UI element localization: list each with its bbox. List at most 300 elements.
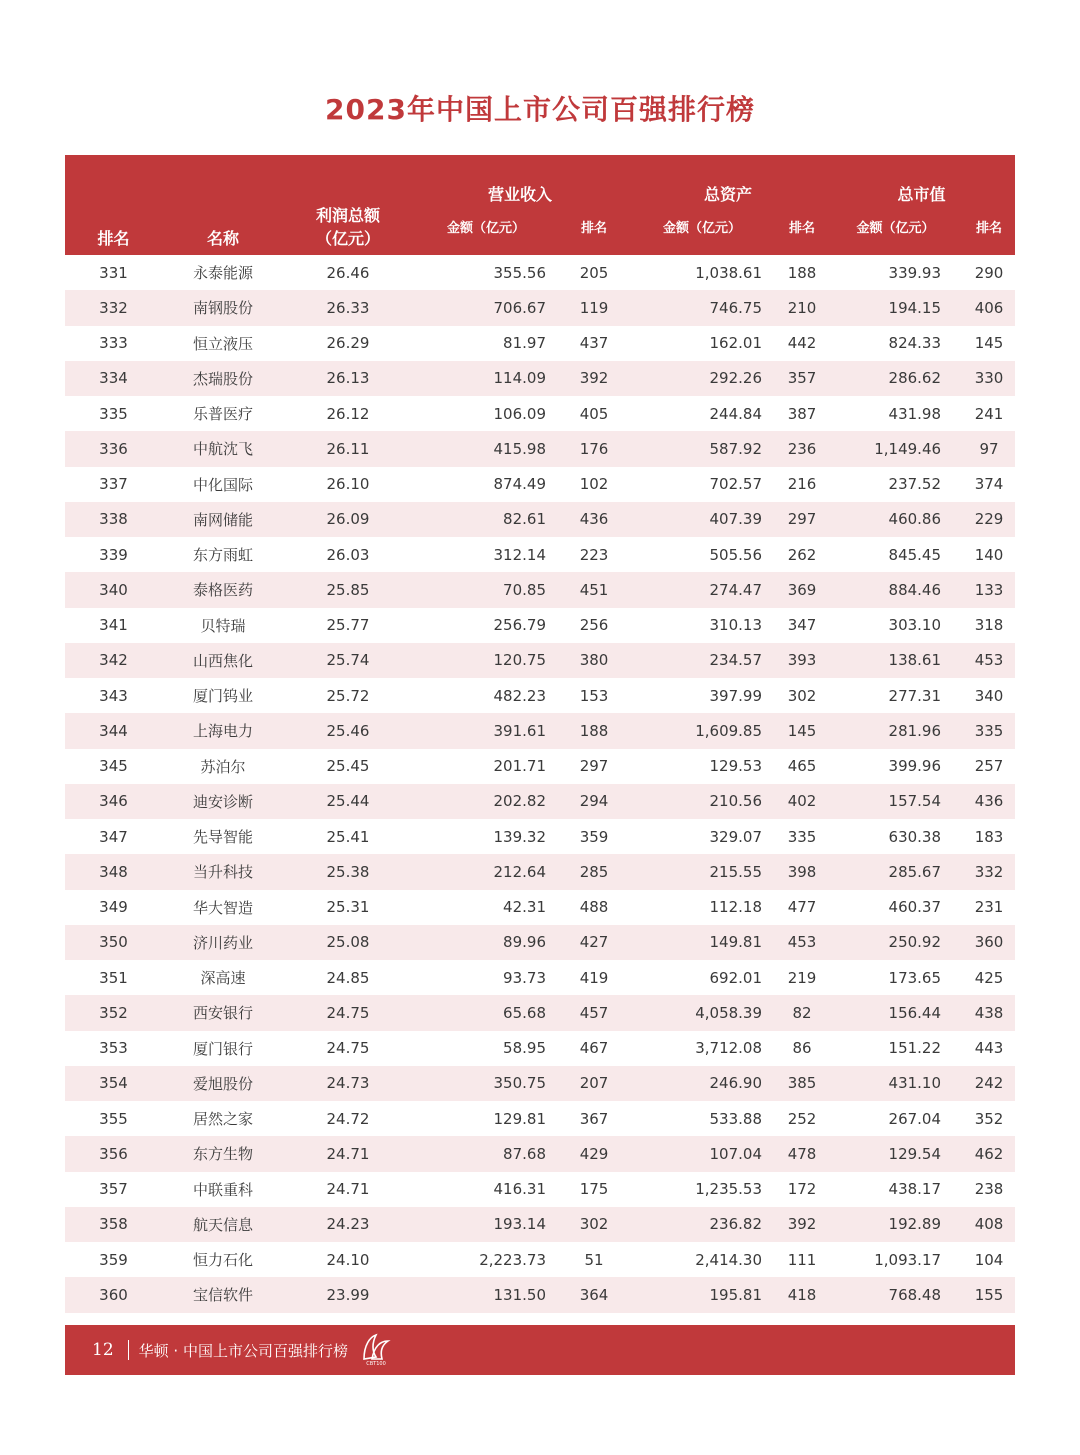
header-profit-unit: （亿元）: [315, 229, 380, 248]
cell-assets-rank: 262: [787, 545, 817, 564]
cell-market-cap-amount: 303.10: [888, 616, 942, 635]
table-row: [65, 1031, 1015, 1066]
cell-name: 当升科技: [162, 854, 284, 889]
cell-market-cap-rank: 133: [963, 572, 1015, 607]
cell-market-cap-amount: 281.96: [828, 713, 963, 748]
cell-profit: 26.09: [284, 502, 412, 537]
cell-profit: 24.75: [326, 1039, 370, 1058]
cell-profit: 25.74: [284, 643, 412, 678]
cell-rank: 353: [99, 1039, 128, 1058]
cell-assets-rank: 477: [787, 898, 817, 917]
cell-profit: 25.46: [284, 713, 412, 748]
cell-market-cap-amount: 460.86: [828, 502, 963, 537]
cell-profit: 26.10: [326, 475, 370, 494]
cell-market-cap-amount: 845.45: [888, 545, 942, 564]
cell-assets-rank: 216: [787, 475, 817, 494]
cell-name: 深高速: [200, 969, 246, 988]
cell-revenue-amount: 139.32: [493, 827, 546, 846]
cell-rank: 339: [99, 545, 128, 564]
header-assets: 总资产: [628, 155, 828, 211]
cell-profit: 24.71: [284, 1136, 412, 1171]
cell-revenue-rank: 188: [560, 713, 628, 748]
cell-revenue-rank: 207: [560, 1066, 628, 1101]
cell-assets-rank: 210: [776, 290, 828, 325]
cell-market-cap-rank: 318: [974, 616, 1004, 635]
table-body: [65, 255, 1015, 1313]
cell-market-cap-amount: 630.38: [888, 827, 942, 846]
cell-market-cap-rank: 462: [963, 1136, 1015, 1171]
cell-assets-amount: 195.81: [628, 1277, 776, 1312]
cell-assets-amount: 215.55: [628, 854, 776, 889]
page-title: 2023年中国上市公司百强排行榜: [325, 93, 755, 126]
cell-market-cap-amount: 173.65: [888, 968, 942, 987]
cell-assets-amount: 702.57: [709, 475, 763, 494]
cell-assets-rank: 145: [776, 713, 828, 748]
cell-market-cap-rank: 145: [974, 334, 1004, 353]
cell-assets-amount: 1,609.85: [628, 713, 776, 748]
cell-rank: 349: [99, 898, 128, 917]
cell-assets-rank: 369: [776, 572, 828, 607]
cell-name: 乐普医疗: [192, 405, 253, 424]
cell-profit: 24.23: [284, 1207, 412, 1242]
cell-profit: 24.72: [326, 1109, 370, 1128]
cell-profit: 25.41: [326, 827, 370, 846]
cell-profit: 24.71: [326, 1180, 370, 1199]
cell-rank: 347: [99, 827, 128, 846]
footer-bar: [65, 1325, 1015, 1375]
cell-revenue-amount: 874.49: [493, 475, 546, 494]
cell-revenue-rank: 429: [560, 1136, 628, 1171]
cell-market-cap-rank: 453: [963, 643, 1015, 678]
cell-market-cap-rank: 438: [963, 995, 1015, 1030]
cell-rank: 342: [65, 643, 162, 678]
footer-divider: [128, 1340, 129, 1360]
cell-assets-rank: 387: [787, 404, 817, 423]
cell-rank: 345: [99, 757, 128, 776]
cell-market-cap-amount: 151.22: [888, 1039, 942, 1058]
cell-revenue-rank: 457: [560, 995, 628, 1030]
header-market-cap-rank: 排名: [963, 211, 1015, 255]
cell-revenue-amount: 81.97: [503, 334, 546, 353]
cell-market-cap-rank: 257: [974, 757, 1004, 776]
cell-assets-amount: 2,414.30: [695, 1250, 763, 1269]
cell-market-cap-amount: 192.89: [828, 1207, 963, 1242]
cell-name: 宝信软件: [162, 1277, 284, 1312]
cell-market-cap-rank: 229: [963, 502, 1015, 537]
header-name: 名称: [162, 155, 284, 255]
table-header: [65, 155, 1015, 255]
cell-revenue-rank: 285: [560, 854, 628, 889]
cell-market-cap-amount: 156.44: [828, 995, 963, 1030]
cell-assets-rank: 172: [787, 1180, 817, 1199]
cell-assets-amount: 692.01: [709, 968, 763, 987]
cell-name: 先导智能: [192, 828, 253, 847]
cell-revenue-rank: 119: [560, 290, 628, 325]
cell-name: 厦门钨业: [192, 687, 253, 706]
cell-assets-amount: 234.57: [628, 643, 776, 678]
header-revenue-amount: 金额（亿元）: [412, 211, 560, 255]
cell-name: 恒力石化: [192, 1251, 253, 1270]
cell-assets-amount: 112.18: [709, 898, 763, 917]
cell-revenue-amount: 129.81: [493, 1109, 546, 1128]
cell-revenue-amount: 131.50: [412, 1277, 560, 1312]
cell-name: 贝特瑞: [200, 616, 246, 635]
cell-assets-amount: 210.56: [628, 784, 776, 819]
cell-profit: 24.75: [284, 995, 412, 1030]
cell-profit: 23.99: [284, 1277, 412, 1312]
cell-profit: 24.10: [326, 1250, 370, 1269]
cell-revenue-rank: 359: [579, 827, 609, 846]
cell-revenue-amount: 87.68: [412, 1136, 560, 1171]
header-revenue: 营业收入: [412, 155, 628, 211]
table-row: [65, 678, 1015, 713]
cell-market-cap-amount: 1,093.17: [874, 1250, 942, 1269]
table-row: [65, 431, 1015, 466]
table-row: [65, 1101, 1015, 1136]
cell-assets-rank: 478: [776, 1136, 828, 1171]
table-row: [65, 890, 1015, 925]
header-profit-label: 利润总额: [315, 206, 380, 225]
cell-rank: 344: [65, 713, 162, 748]
cell-revenue-amount: 350.75: [412, 1066, 560, 1101]
cell-assets-rank: 398: [776, 854, 828, 889]
cell-name: 永泰能源: [192, 264, 253, 283]
cell-rank: 358: [65, 1207, 162, 1242]
cell-market-cap-amount: 194.15: [828, 290, 963, 325]
cell-revenue-rank: 205: [579, 263, 609, 282]
cell-profit: 26.11: [284, 431, 412, 466]
cell-revenue-amount: 391.61: [412, 713, 560, 748]
cell-market-cap-amount: 431.98: [888, 404, 942, 423]
cell-market-cap-rank: 97: [963, 431, 1015, 466]
cell-market-cap-rank: 155: [963, 1277, 1015, 1312]
cell-name: 泰格医药: [162, 572, 284, 607]
cell-revenue-amount: 706.67: [412, 290, 560, 325]
cell-profit: 25.38: [284, 854, 412, 889]
cell-name: 东方雨虹: [192, 546, 253, 565]
cell-assets-amount: 407.39: [628, 502, 776, 537]
cell-rank: 334: [65, 361, 162, 396]
cell-assets-amount: 1,235.53: [695, 1180, 763, 1199]
cell-revenue-rank: 380: [560, 643, 628, 678]
cell-profit: 25.44: [284, 784, 412, 819]
cell-market-cap-rank: 408: [963, 1207, 1015, 1242]
header-market-cap: 总市值: [828, 155, 1015, 211]
cell-assets-amount: 4,058.39: [628, 995, 776, 1030]
cell-market-cap-rank: 238: [974, 1180, 1004, 1199]
cell-market-cap-amount: 438.17: [888, 1180, 942, 1199]
table-row: [65, 749, 1015, 784]
cell-assets-amount: 162.01: [709, 334, 763, 353]
cell-assets-amount: 129.53: [709, 757, 763, 776]
cell-profit: 26.13: [284, 361, 412, 396]
cell-market-cap-rank: 104: [974, 1250, 1004, 1269]
cell-assets-amount: 244.84: [709, 404, 763, 423]
cell-assets-amount: 746.75: [628, 290, 776, 325]
cell-rank: 333: [99, 334, 128, 353]
cell-market-cap-amount: 1,149.46: [828, 431, 963, 466]
cell-profit: 26.46: [326, 263, 370, 282]
cell-assets-rank: 188: [787, 263, 817, 282]
cell-profit: 26.29: [326, 334, 370, 353]
cell-rank: 356: [65, 1136, 162, 1171]
cell-market-cap-rank: 436: [963, 784, 1015, 819]
cell-assets-rank: 453: [776, 925, 828, 960]
cell-revenue-amount: 106.09: [493, 404, 546, 423]
cell-name: 上海电力: [162, 713, 284, 748]
cell-assets-amount: 236.82: [628, 1207, 776, 1242]
cell-assets-amount: 505.56: [709, 545, 763, 564]
cell-assets-rank: 442: [787, 334, 817, 353]
cell-revenue-amount: 89.96: [412, 925, 560, 960]
cell-market-cap-rank: 374: [974, 475, 1004, 494]
page-number: 12: [92, 1340, 114, 1360]
cell-market-cap-amount: 768.48: [828, 1277, 963, 1312]
table-row: [65, 995, 1015, 1030]
cell-market-cap-amount: 431.10: [828, 1066, 963, 1101]
table-row: [65, 1242, 1015, 1277]
cell-assets-rank: 111: [787, 1250, 817, 1269]
table-row: [65, 537, 1015, 572]
cell-name: 迪安诊断: [162, 784, 284, 819]
cell-profit: 25.31: [326, 898, 370, 917]
cell-revenue-rank: 223: [579, 545, 609, 564]
cell-revenue-amount: 120.75: [412, 643, 560, 678]
cell-name: 中化国际: [192, 475, 253, 494]
cell-name: 华大智造: [192, 898, 253, 917]
cell-name: 南网储能: [162, 502, 284, 537]
cell-name: 西安银行: [162, 995, 284, 1030]
table-row: [65, 854, 1015, 889]
cell-assets-amount: 246.90: [628, 1066, 776, 1101]
cell-assets-rank: 335: [787, 827, 817, 846]
cell-revenue-amount: 202.82: [412, 784, 560, 819]
cell-revenue-rank: 102: [579, 475, 609, 494]
cell-market-cap-amount: 286.62: [828, 361, 963, 396]
cell-assets-rank: 385: [776, 1066, 828, 1101]
cell-rank: 348: [65, 854, 162, 889]
cell-assets-rank: 392: [776, 1207, 828, 1242]
cell-market-cap-rank: 425: [974, 968, 1004, 987]
cell-market-cap-rank: 140: [974, 545, 1004, 564]
cell-rank: 336: [65, 431, 162, 466]
cell-name: 苏泊尔: [200, 757, 246, 776]
cell-name: 厦门银行: [192, 1039, 253, 1058]
cell-assets-rank: 86: [792, 1039, 812, 1058]
cell-profit: 26.03: [326, 545, 370, 564]
ranking-table: [65, 155, 1015, 1313]
cell-market-cap-amount: 399.96: [888, 757, 942, 776]
cell-market-cap-amount: 339.93: [888, 263, 942, 282]
cell-rank: 351: [99, 968, 128, 987]
table-row: [65, 1207, 1015, 1242]
cell-market-cap-rank: 406: [963, 290, 1015, 325]
cell-revenue-amount: 42.31: [503, 898, 546, 917]
cell-revenue-amount: 355.56: [493, 263, 546, 282]
cell-revenue-rank: 436: [560, 502, 628, 537]
table-row: [65, 502, 1015, 537]
cell-market-cap-amount: 157.54: [828, 784, 963, 819]
cell-assets-amount: 1,038.61: [695, 263, 763, 282]
cell-revenue-rank: 405: [579, 404, 609, 423]
cell-revenue-amount: 2,223.73: [479, 1250, 546, 1269]
cell-name: 中联重科: [192, 1180, 253, 1199]
cell-assets-rank: 418: [776, 1277, 828, 1312]
cell-revenue-amount: 256.79: [493, 616, 546, 635]
table-row: [65, 1136, 1015, 1171]
cell-market-cap-rank: 290: [974, 263, 1004, 282]
cell-name: 杰瑞股份: [162, 361, 284, 396]
cell-market-cap-amount: 129.54: [828, 1136, 963, 1171]
cell-assets-amount: 310.13: [709, 616, 763, 635]
header-rank: 排名: [65, 155, 162, 255]
cbt100-logo-icon: [358, 1333, 394, 1367]
header-revenue-rank: 排名: [560, 211, 628, 255]
cell-revenue-amount: 93.73: [503, 968, 546, 987]
cell-name: 东方生物: [162, 1136, 284, 1171]
cell-revenue-rank: 364: [560, 1277, 628, 1312]
cell-assets-amount: 587.92: [628, 431, 776, 466]
svg-text:CBT100: CBT100: [366, 1361, 386, 1367]
table-row: [65, 326, 1015, 361]
cell-rank: 354: [65, 1066, 162, 1101]
cell-revenue-rank: 427: [560, 925, 628, 960]
cell-revenue-rank: 153: [579, 686, 609, 705]
cell-revenue-rank: 176: [560, 431, 628, 466]
cell-market-cap-amount: 285.67: [828, 854, 963, 889]
cell-market-cap-rank: 360: [963, 925, 1015, 960]
cell-assets-amount: 107.04: [628, 1136, 776, 1171]
cell-revenue-amount: 212.64: [412, 854, 560, 889]
cell-revenue-rank: 488: [579, 898, 609, 917]
cell-profit: 25.08: [284, 925, 412, 960]
cell-revenue-rank: 437: [579, 334, 609, 353]
cell-profit: 26.33: [284, 290, 412, 325]
cell-assets-rank: 236: [776, 431, 828, 466]
cell-profit: 25.85: [284, 572, 412, 607]
cell-name: 航天信息: [162, 1207, 284, 1242]
cell-market-cap-amount: 277.31: [888, 686, 942, 705]
cell-assets-rank: 357: [776, 361, 828, 396]
cell-revenue-amount: 114.09: [412, 361, 560, 396]
footer-text: 华顿 · 中国上市公司百强排行榜: [138, 1341, 348, 1360]
cell-market-cap-amount: 138.61: [828, 643, 963, 678]
cell-revenue-rank: 392: [560, 361, 628, 396]
cell-name: 济川药业: [162, 925, 284, 960]
table-row: [65, 1172, 1015, 1207]
cell-revenue-amount: 82.61: [412, 502, 560, 537]
cell-assets-rank: 465: [787, 757, 817, 776]
cell-market-cap-rank: 231: [974, 898, 1004, 917]
cell-rank: 335: [99, 404, 128, 423]
cell-revenue-rank: 367: [579, 1109, 609, 1128]
cell-market-cap-rank: 443: [974, 1039, 1004, 1058]
cell-revenue-amount: 416.31: [493, 1180, 546, 1199]
cell-profit: 24.85: [326, 968, 370, 987]
cell-rank: 346: [65, 784, 162, 819]
cell-assets-rank: 297: [776, 502, 828, 537]
table-row: [65, 361, 1015, 396]
cell-market-cap-rank: 352: [974, 1109, 1004, 1128]
cell-rank: 341: [99, 616, 128, 635]
table-row: [65, 572, 1015, 607]
cell-revenue-rank: 302: [560, 1207, 628, 1242]
cell-assets-rank: 302: [787, 686, 817, 705]
table-row: [65, 819, 1015, 854]
cell-rank: 331: [99, 263, 128, 282]
cell-market-cap-amount: 267.04: [888, 1109, 942, 1128]
cell-assets-amount: 149.81: [628, 925, 776, 960]
cell-revenue-amount: 312.14: [493, 545, 546, 564]
table-row: [65, 925, 1015, 960]
cell-revenue-rank: 467: [579, 1039, 609, 1058]
header-profit: [284, 155, 412, 255]
cell-revenue-rank: 451: [560, 572, 628, 607]
cell-revenue-rank: 175: [579, 1180, 609, 1199]
cell-market-cap-amount: 460.37: [888, 898, 942, 917]
cell-rank: 340: [65, 572, 162, 607]
cell-revenue-rank: 297: [579, 757, 609, 776]
cell-assets-rank: 252: [787, 1109, 817, 1128]
table-row: [65, 643, 1015, 678]
cell-profit: 26.12: [326, 404, 370, 423]
table-row: [65, 784, 1015, 819]
cell-revenue-amount: 201.71: [493, 757, 546, 776]
cell-market-cap-amount: 237.52: [888, 475, 942, 494]
cell-profit: 25.72: [326, 686, 370, 705]
cell-rank: 359: [99, 1250, 128, 1269]
cell-revenue-amount: 65.68: [412, 995, 560, 1030]
cell-market-cap-amount: 250.92: [828, 925, 963, 960]
cell-assets-rank: 393: [776, 643, 828, 678]
table-row: [65, 467, 1015, 502]
table-row: [65, 290, 1015, 325]
cell-assets-amount: 3,712.08: [695, 1039, 763, 1058]
cell-rank: 332: [65, 290, 162, 325]
header-assets-rank: 排名: [776, 211, 828, 255]
cell-rank: 355: [99, 1109, 128, 1128]
table-row: [65, 1277, 1015, 1312]
cell-name: 南钢股份: [162, 290, 284, 325]
cell-profit: 25.45: [326, 757, 370, 776]
cell-rank: 357: [99, 1180, 128, 1199]
cell-name: 中航沈飞: [162, 431, 284, 466]
cell-revenue-rank: 256: [579, 616, 609, 635]
table-row: [65, 960, 1015, 995]
cell-revenue-amount: 415.98: [412, 431, 560, 466]
cell-rank: 352: [65, 995, 162, 1030]
cell-assets-amount: 329.07: [709, 827, 763, 846]
cell-market-cap-rank: 330: [963, 361, 1015, 396]
cell-market-cap-rank: 183: [974, 827, 1004, 846]
table-row: [65, 608, 1015, 643]
cell-rank: 343: [99, 686, 128, 705]
cell-name: 爱旭股份: [162, 1066, 284, 1101]
cell-revenue-amount: 58.95: [503, 1039, 546, 1058]
cell-assets-rank: 219: [787, 968, 817, 987]
table-row: [65, 1066, 1015, 1101]
cell-market-cap-rank: 340: [974, 686, 1004, 705]
cell-revenue-rank: 51: [584, 1250, 604, 1269]
cell-profit: 24.73: [284, 1066, 412, 1101]
cell-market-cap-rank: 335: [963, 713, 1015, 748]
cell-market-cap-rank: 242: [963, 1066, 1015, 1101]
cell-market-cap-amount: 824.33: [888, 334, 942, 353]
cell-name: 恒立液压: [192, 334, 253, 353]
cell-revenue-rank: 294: [560, 784, 628, 819]
cell-assets-amount: 274.47: [628, 572, 776, 607]
cell-revenue-rank: 419: [579, 968, 609, 987]
